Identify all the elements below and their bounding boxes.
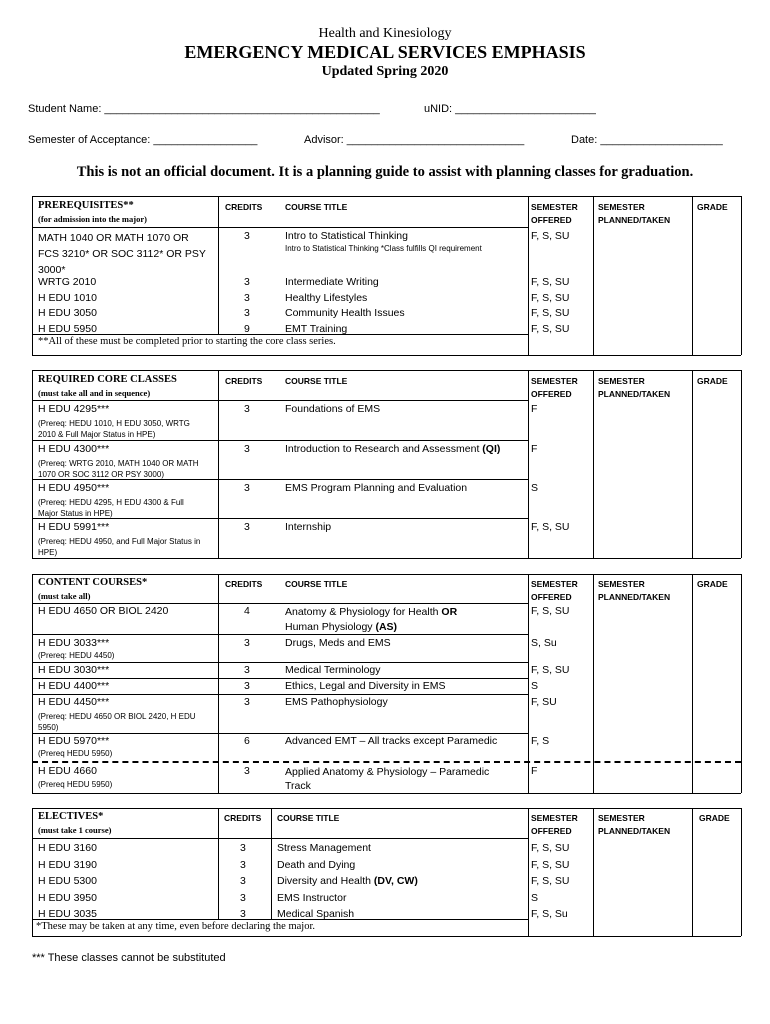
student-name-field[interactable]: Student Name: _____________________________________________ [28, 103, 380, 115]
elective-title-list: Stress Management Death and Dying Diversity and Health (DV, CW) EMS Instructor Medical Spanish [277, 842, 418, 920]
content-title: Ethics, Legal and Diversity in EMS [285, 680, 446, 692]
electives-section-title: ELECTIVES* [38, 811, 104, 822]
content-credits: 3 [244, 664, 250, 676]
content-prereq: (Prereq HEDU 5950) [38, 749, 113, 758]
content-offered: F, S, SU [531, 664, 570, 676]
content-offered: S, Su [531, 637, 557, 649]
core-course: H EDU 5991*** [38, 521, 110, 533]
core-course: H EDU 4300*** [38, 443, 110, 455]
semester-planned-header: SEMESTER PLANNED/TAKEN [598, 376, 671, 399]
core-title: EMS Program Planning and Evaluation [285, 482, 468, 494]
disclaimer-notice: This is not an official document. It is a planning guide to assist with planning classes for graduation. [76, 164, 694, 180]
prereq-footnote: **All of these must be completed prior to starting the core class series. [38, 336, 336, 347]
prereq-section-title: PREREQUISITES** [38, 200, 134, 211]
prereq-offered-list: F, S, SU F, S, SU F, S, SU F, S, SU [531, 276, 570, 335]
content-course: H EDU 3033*** [38, 637, 110, 649]
content-credits: 3 [244, 680, 250, 692]
content-section-title: CONTENT COURSES* [38, 577, 148, 588]
prereq-row-note: Intro to Statistical Thinking *Class fulfills QI requirement [285, 244, 482, 253]
content-title: Applied Anatomy & Physiology – Paramedic Track [285, 766, 490, 792]
semester-planned-header: SEMESTER PLANNED/TAKEN [598, 202, 671, 225]
prereq-row-course: MATH 1040 OR MATH 1070 OR FCS 3210* OR SOC 3112* OR PSY 3000* [38, 232, 206, 276]
content-credits: 3 [244, 696, 250, 708]
prereq-section-subtitle: (for admission into the major) [38, 214, 147, 224]
date-field[interactable]: Date: ____________________ [571, 134, 723, 146]
semester-planned-header: SEMESTER PLANNED/TAKEN [598, 813, 671, 836]
core-offered: F [531, 443, 538, 455]
content-title: EMS Pathophysiology [285, 696, 388, 708]
content-title: Drugs, Meds and EMS [285, 637, 391, 649]
prereq-row-credits: 3 [244, 230, 250, 242]
course-title-header: COURSE TITLE [285, 579, 348, 589]
semester-offered-header: SEMESTER OFFERED [531, 813, 578, 836]
content-offered: F, S, SU [531, 605, 570, 617]
credits-header: CREDITS [225, 202, 263, 212]
core-section-subtitle: (must take all and in sequence) [38, 388, 151, 398]
prereq-row-title: Intro to Statistical Thinking [285, 230, 408, 242]
unid-field[interactable]: uNID: _______________________ [424, 103, 596, 115]
core-credits: 3 [244, 403, 250, 415]
grade-header: GRADE [697, 202, 728, 212]
substitution-footnote: *** These classes cannot be substituted [32, 952, 226, 964]
semester-offered-header: SEMESTER OFFERED [531, 202, 578, 225]
semester-of-acceptance-field[interactable]: Semester of Acceptance: _________________ [28, 134, 258, 146]
elective-credits-list: 3 3 3 3 3 [240, 842, 246, 920]
semester-offered-header: SEMESTER OFFERED [531, 376, 578, 399]
core-credits: 3 [244, 521, 250, 533]
content-prereq: (Prereq: HEDU 4450) [38, 651, 115, 660]
semester-offered-header: SEMESTER OFFERED [531, 579, 578, 602]
core-prereq: (Prereq: HEDU 4950, and Full Major Status in HPE) [38, 537, 201, 557]
electives-footnote: *These may be taken at any time, even before declaring the major. [36, 921, 316, 932]
prereq-course-list: WRTG 2010 H EDU 1010 H EDU 3050 H EDU 5950 [38, 276, 97, 335]
content-title: Anatomy & Physiology for Health OR Human Physiology (AS) [285, 606, 458, 633]
core-offered: S [531, 482, 539, 494]
course-title-header: COURSE TITLE [285, 202, 348, 212]
electives-section-subtitle: (must take 1 course) [38, 825, 112, 835]
core-course: H EDU 4950*** [38, 482, 110, 494]
content-offered: S [531, 680, 539, 692]
content-credits: 3 [244, 765, 250, 777]
grade-header: GRADE [697, 376, 728, 386]
content-course: H EDU 3030*** [38, 664, 110, 676]
elective-course-list: H EDU 3160 H EDU 3190 H EDU 5300 H EDU 3950 H EDU 3035 [38, 842, 97, 920]
advisor-field[interactable]: Advisor: _____________________________ [304, 134, 525, 146]
prereq-credits-list: 3 3 3 9 [244, 276, 250, 335]
content-course: H EDU 4400*** [38, 680, 110, 692]
content-course: H EDU 4650 OR BIOL 2420 [38, 605, 169, 617]
credits-header: CREDITS [224, 813, 262, 823]
content-title: Advanced EMT – All tracks except Paramedic [285, 735, 498, 747]
updated-date: Updated Spring 2020 [321, 64, 449, 79]
core-prereq: (Prereq: HEDU 1010, H EDU 3050, WRTG 2010 & Full Major Status in HPE) [38, 419, 190, 439]
content-offered: F, SU [531, 696, 557, 708]
credits-header: CREDITS [225, 579, 263, 589]
content-offered: F [531, 765, 538, 777]
core-credits: 3 [244, 443, 250, 455]
core-title: Foundations of EMS [285, 403, 381, 415]
core-course: H EDU 4295*** [38, 403, 110, 415]
content-prereq: (Prereq: HEDU 4650 OR BIOL 2420, H EDU 5950) [38, 712, 196, 732]
content-credits: 6 [244, 735, 250, 747]
core-offered: F [531, 403, 538, 415]
content-credits: 3 [244, 637, 250, 649]
content-section-subtitle: (must take all) [38, 591, 91, 601]
elective-offered-list: F, S, SU F, S, SU F, S, SU S F, S, Su [531, 842, 570, 920]
core-title: Internship [285, 521, 332, 533]
core-title: Introduction to Research and Assessment (QI) [285, 443, 501, 455]
content-course: H EDU 4450*** [38, 696, 110, 708]
content-title: Medical Terminology [285, 664, 381, 676]
content-course: H EDU 5970*** [38, 735, 110, 747]
content-prereq: (Prereq HEDU 5950) [38, 780, 113, 789]
core-prereq: (Prereq: HEDU 4295, H EDU 4300 & Full Major Status in HPE) [38, 498, 184, 518]
course-title-header: COURSE TITLE [285, 376, 348, 386]
core-section-title: REQUIRED CORE CLASSES [38, 374, 177, 385]
content-offered: F, S [531, 735, 550, 747]
prereq-row-offered: F, S, SU [531, 230, 570, 242]
prereq-title-list: Intermediate Writing Healthy Lifestyles Community Health Issues EMT Training [285, 276, 405, 335]
core-credits: 3 [244, 482, 250, 494]
core-offered: F, S, SU [531, 521, 570, 533]
credits-header: CREDITS [225, 376, 263, 386]
page-title: EMERGENCY MEDICAL SERVICES EMPHASIS [184, 42, 586, 62]
department-name: Health and Kinesiology [318, 26, 452, 41]
core-prereq: (Prereq: WRTG 2010, MATH 1040 OR MATH 1070 OR SOC 3112 OR PSY 3000) [38, 459, 199, 479]
semester-planned-header: SEMESTER PLANNED/TAKEN [598, 579, 671, 602]
grade-header: GRADE [697, 579, 728, 589]
content-course: H EDU 4660 [38, 765, 97, 777]
content-credits: 4 [244, 605, 250, 617]
grade-header: GRADE [699, 813, 730, 823]
course-title-header: COURSE TITLE [277, 813, 340, 823]
